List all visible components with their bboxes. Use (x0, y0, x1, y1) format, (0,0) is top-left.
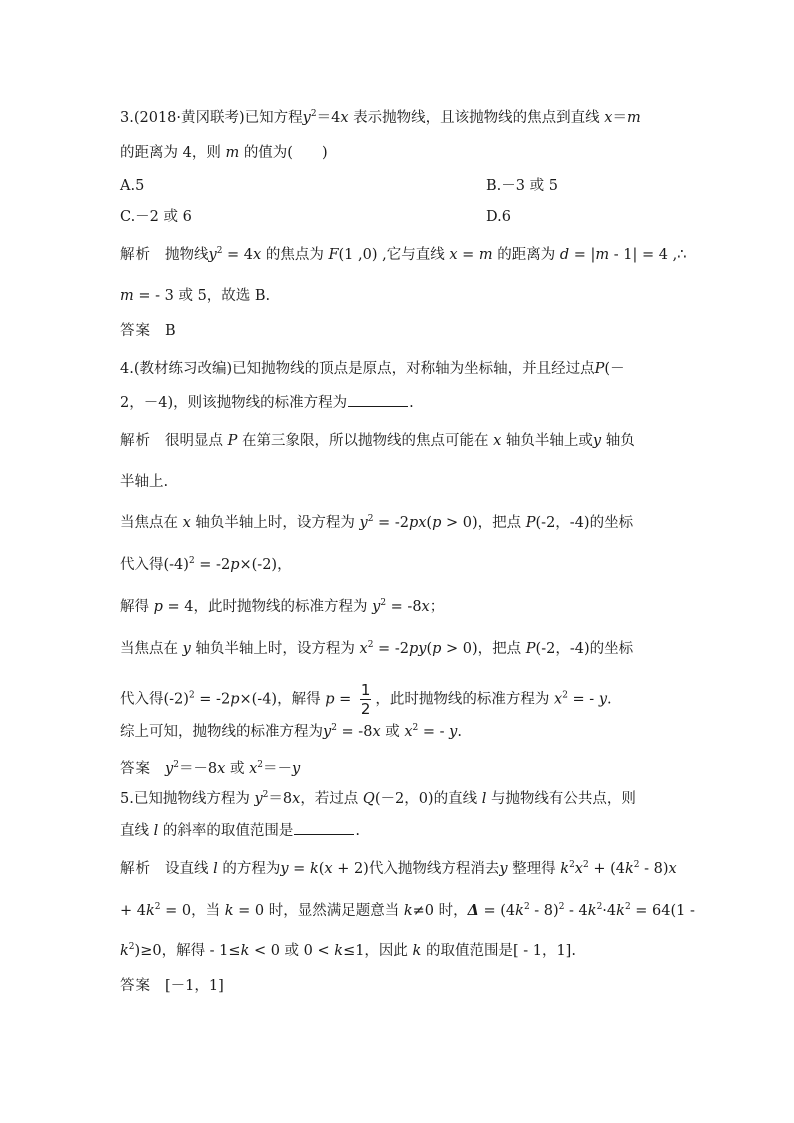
q4-summary: 综上可知，抛物线的标准方程为$y^2$ = ‑8x 或 $x^2$ = ‑ y. (120, 723, 462, 740)
q4-case2-line1: 当焦点在 y 轴负半轴上时，设方程为 $x^2$ = ‑2py(p > 0)，把点 P(‑2，‑4)的坐标 (120, 640, 634, 657)
q5-stem-line1: 5.已知抛物线方程为 $y^2=8x$，若过点 Q(－2，0)的直线 l 与抛物线有公共点，则 (120, 790, 636, 807)
q4-answer: 答案 $y^2=-8x$ 或 $x^2=-y$ (120, 760, 301, 777)
q3-option-c: C.－2 或 6 (120, 209, 192, 225)
q4-stem-line2: 2，－4)，则该抛物线的标准方程为 . (120, 395, 414, 411)
q3-option-d: D.6 (486, 209, 511, 225)
q3-stem-line2: 的距离为 4，则 m 的值为( ) (120, 145, 328, 161)
q3-option-a: A.5 (120, 178, 145, 194)
q4-analysis-line1: 解析 很明显点 P 在第三象限，所以抛物线的焦点可能在 x 轴负半轴上或y 轴负 (120, 433, 635, 449)
fraction-one-half: $\frac{1}{2}$ (360, 681, 371, 718)
q5-analysis-line3: $k^2)\ge 0$，解得 - 1≤k < 0 或 0 < k≤1，因此 k 的取值范围是[ - 1，1]. (120, 942, 576, 959)
q3-analysis-line1: 解析 抛物线$y^2 = 4x$ 的焦点为 F(1 ,0) ,它与直线 x = m 的距离为 d = |m - 1| = 4 ,∴ (120, 246, 687, 263)
q3-answer: 答案 B (120, 323, 176, 339)
q4-answer-blank (348, 405, 408, 407)
q5-answer: 答案 [－1，1] (120, 978, 224, 994)
q3-option-b: B.－3 或 5 (486, 178, 558, 194)
q4-case2-line2: 代入得(‑2)$^2$ = ‑2p×(‑4)，解得 p = $\frac{1}{2}$ ，此时抛物线的标准方程为 $x^2$ = ‑ y. (120, 681, 612, 718)
q4-case1-line1: 当焦点在 x 轴负半轴上时，设方程为 $y^2$ = ‑2px(p > 0)，把点 P(‑2，‑4)的坐标 (120, 514, 634, 531)
q3-options-row2 (120, 207, 511, 227)
q4-stem-line1: 4.(教材练习改编)已知抛物线的顶点是原点，对称轴为坐标轴，并且经过点P(－ (120, 361, 625, 377)
q5-answer-blank (294, 833, 354, 835)
q3-options-row1 (120, 176, 558, 196)
q3-analysis-line2: m = ‑ 3 或 5，故选 B. (120, 288, 271, 304)
q3-stem-line1: 3.(2018·黄冈联考)已知方程$y^2=4x$ 表示抛物线，且该抛物线的焦点到直线 x＝m (120, 109, 641, 126)
q5-stem-line2: 直线 l 的斜率的取值范围是 . (120, 823, 360, 839)
q4-case1-solve: 解得 p = 4，此时抛物线的标准方程为 $y^2$ = ‑8x； (120, 598, 445, 615)
q5-analysis-line2: + $4k^2 = 0$，当 k = 0 时，显然满足题意当 k≠0 时，$\Delta = (4k^2 - 8)^2 - 4k^2\cdot 4k^2 = 64(1$ - (120, 902, 695, 919)
q4-case1-line2: 代入得(‑4)$^2$ = ‑2p×(‑2)， (120, 556, 292, 573)
q5-analysis-line1: 解析 设直线 l 的方程为y = k(x + 2)代入抛物线方程消去y 整理得 $k^2x^2 + (4k^2 - 8)x$ (120, 860, 677, 877)
q4-analysis-line2: 半轴上. (120, 474, 169, 490)
